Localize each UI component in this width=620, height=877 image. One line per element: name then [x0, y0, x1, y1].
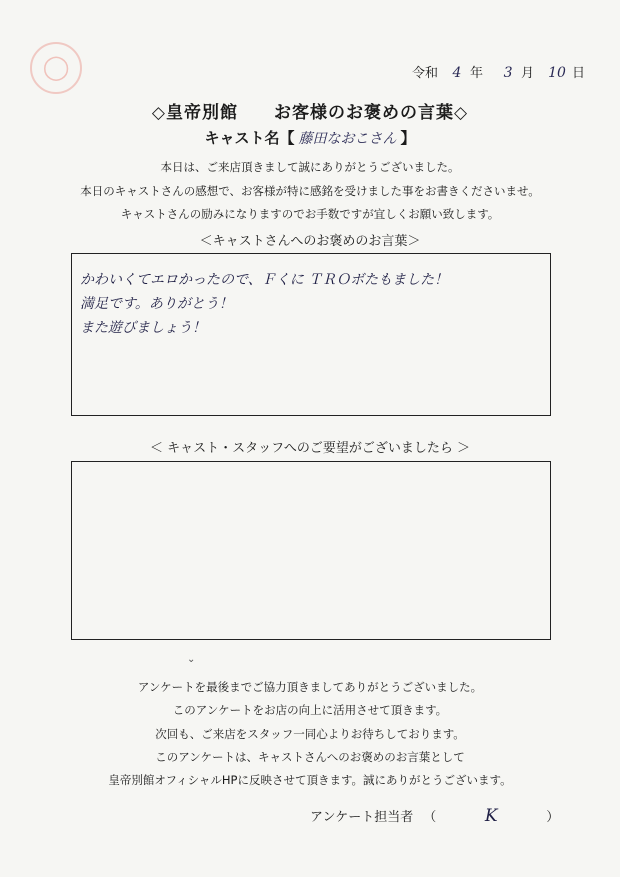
closing-text	[0, 676, 620, 792]
praise-comment-box[interactable]	[71, 253, 551, 416]
cast-label: キャスト名	[204, 129, 280, 147]
survey-staff-line	[310, 806, 559, 826]
closing-line: このアンケートをお店の向上に活用させて頂きます。	[172, 703, 448, 718]
title-subject: お客様のお褒めの言葉◇	[274, 103, 469, 123]
cast-name-line	[0, 127, 620, 148]
date-year-value: 4	[452, 65, 462, 81]
cast-name-handwritten: 藤田なおこさん	[298, 131, 397, 147]
staff-paren-close: ）	[546, 810, 560, 825]
request-heading: ＜ キャスト・スタッフへのご要望がございましたら ＞	[149, 441, 470, 456]
date-day-unit: 日	[572, 66, 586, 81]
praise-line: 満足です。ありがとう！	[80, 296, 233, 312]
page-title	[0, 98, 620, 123]
date-day-value: 10	[548, 65, 566, 81]
stray-mark-icon: ⌄	[187, 654, 196, 665]
date-era: 令和	[412, 66, 439, 81]
date-month-value: 3	[503, 65, 513, 81]
date-year-unit: 年	[470, 66, 484, 81]
intro-line: 本日のキャストさんの感想で、お客様が特に感銘を受けました事をお書きくださいませ。	[80, 183, 540, 198]
closing-line: このアンケートは、キャストさんへのお褒めのお言葉として	[155, 749, 465, 764]
praise-heading: ＜キャストさんへのお褒めのお言葉＞	[199, 234, 421, 249]
staff-label: アンケート担当者	[310, 810, 414, 825]
closing-line: 次回も、ご来店をスタッフ一同心よりお待ちしております。	[155, 726, 465, 741]
praise-handwritten-text	[80, 268, 448, 340]
closing-line: アンケートを最後までご協力頂きましてありがとうございました。	[137, 680, 483, 694]
title-store: ◇皇帝別館	[151, 103, 238, 123]
intro-line: キャストさんの励みになりますのでお手数ですが宜しくお願い致します。	[120, 207, 500, 221]
praise-line: かわいくてエロかったので、Ｆくに ＴＲＯボたもました！	[80, 272, 449, 288]
intro-line: 本日は、ご来店頂きまして誠にありがとうございました。	[160, 160, 460, 174]
closing-line: 皇帝別館オフィシャルHPに反映させて頂きます。誠にありがとうございます。	[108, 773, 512, 788]
request-comment-box[interactable]	[71, 461, 551, 640]
cast-bracket-close: 】	[400, 129, 416, 147]
bleed-through-seal-icon: ◯	[30, 42, 82, 94]
intro-text	[0, 156, 620, 227]
praise-line: また遊びましょう！	[80, 320, 206, 336]
date-month-unit: 月	[521, 66, 535, 81]
staff-paren-open: （	[423, 810, 437, 825]
cast-bracket-open: 【	[279, 129, 295, 147]
date-line	[412, 62, 585, 81]
staff-initial-handwritten: K	[484, 806, 498, 826]
